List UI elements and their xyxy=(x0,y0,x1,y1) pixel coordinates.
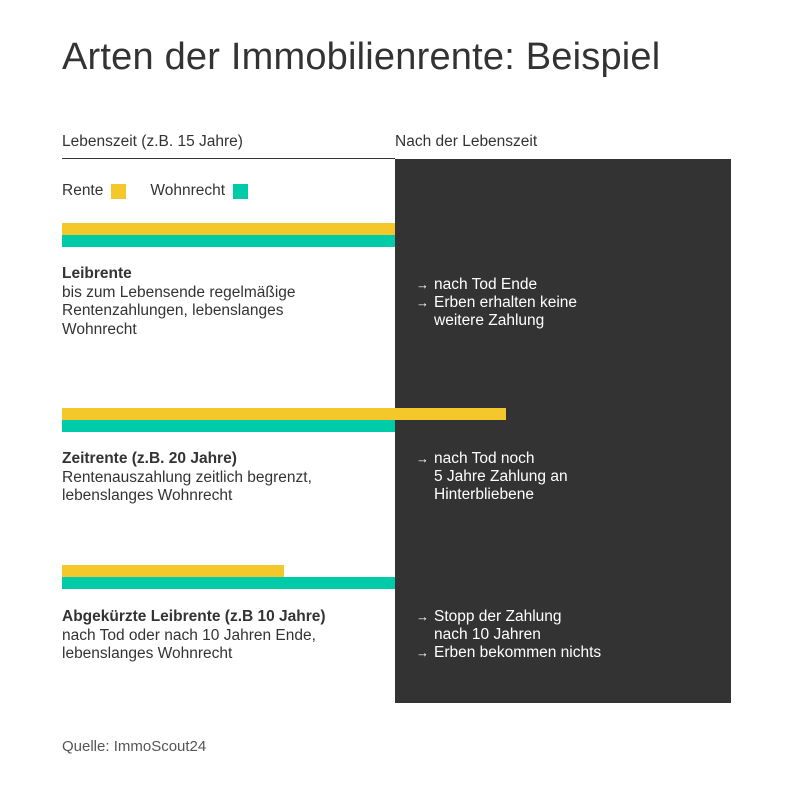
type-name: Abgekürzte Leibrente (z.B 10 Jahre) xyxy=(62,608,326,625)
notes-leibrente xyxy=(416,276,716,330)
note-line: Hinterbliebene xyxy=(434,486,534,503)
type-text-line: lebenslanges Wohnrecht xyxy=(62,487,233,504)
arrow-right-icon: → xyxy=(416,645,429,660)
bar-rente-leibrente xyxy=(62,223,395,235)
note-item xyxy=(416,608,716,644)
legend xyxy=(62,181,272,201)
legend-label-wohnrecht: Wohnrecht xyxy=(150,182,226,199)
legend-swatch-rente xyxy=(111,184,126,199)
type-text-line: lebenslanges Wohnrecht xyxy=(62,645,233,662)
note-line: Erben bekommen nichts xyxy=(434,644,602,661)
note-line: nach Tod noch xyxy=(434,450,535,467)
legend-swatch-wohnrecht xyxy=(233,184,248,199)
arrow-right-icon: → xyxy=(416,295,429,310)
header-divider xyxy=(62,158,395,159)
type-description-leibrente xyxy=(62,265,382,339)
type-text-line: Rentenauszahlung zeitlich begrenzt, xyxy=(62,468,312,486)
note-item xyxy=(416,644,716,662)
after-lifetime-column-header: Nach der Lebenszeit xyxy=(395,133,538,150)
type-text-line: Wohnrecht xyxy=(62,320,137,338)
note-item xyxy=(416,450,716,504)
source-note: Quelle: ImmoScout24 xyxy=(62,738,207,755)
arrow-right-icon: → xyxy=(416,451,429,466)
type-name: Zeitrente (z.B. 20 Jahre) xyxy=(62,450,237,467)
type-text-line: nach Tod oder nach 10 Jahren Ende, xyxy=(62,626,316,644)
legend-item-wohnrecht xyxy=(150,182,248,200)
bar-rente-abgekuerzte-leibrente xyxy=(62,565,284,577)
note-line: Stopp der Zahlung xyxy=(434,608,562,625)
note-line: weitere Zahlung xyxy=(434,312,545,329)
bar-wohnrecht-leibrente xyxy=(62,235,395,247)
type-description-abgekuerzte-leibrente xyxy=(62,608,382,664)
lifetime-column-header: Lebenszeit (z.B. 15 Jahre) xyxy=(62,133,243,150)
bar-wohnrecht-zeitrente xyxy=(62,420,395,432)
notes-zeitrente xyxy=(416,450,716,504)
type-text-line: Rentenzahlungen, lebenslanges xyxy=(62,302,284,319)
note-item xyxy=(416,294,716,330)
note-line: Erben erhalten keine xyxy=(434,294,578,311)
arrow-right-icon: → xyxy=(416,277,429,292)
arrow-right-icon: → xyxy=(416,609,429,624)
type-description-zeitrente xyxy=(62,450,382,506)
note-line: nach Tod Ende xyxy=(434,276,538,293)
note-line: 5 Jahre Zahlung an xyxy=(434,468,568,485)
bar-wohnrecht-abgekuerzte-leibrente xyxy=(62,577,395,589)
legend-label-rente: Rente xyxy=(62,182,104,199)
type-name: Leibrente xyxy=(62,265,132,282)
notes-abgekuerzte-leibrente xyxy=(416,608,716,662)
page-title: Arten der Immobilienrente: Beispiel xyxy=(62,36,661,78)
legend-item-rente xyxy=(62,182,126,200)
type-text-line: bis zum Lebensende regelmäßige xyxy=(62,283,296,301)
bar-rente-zeitrente xyxy=(62,408,506,420)
note-line: nach 10 Jahren xyxy=(434,626,541,643)
note-item xyxy=(416,276,716,294)
